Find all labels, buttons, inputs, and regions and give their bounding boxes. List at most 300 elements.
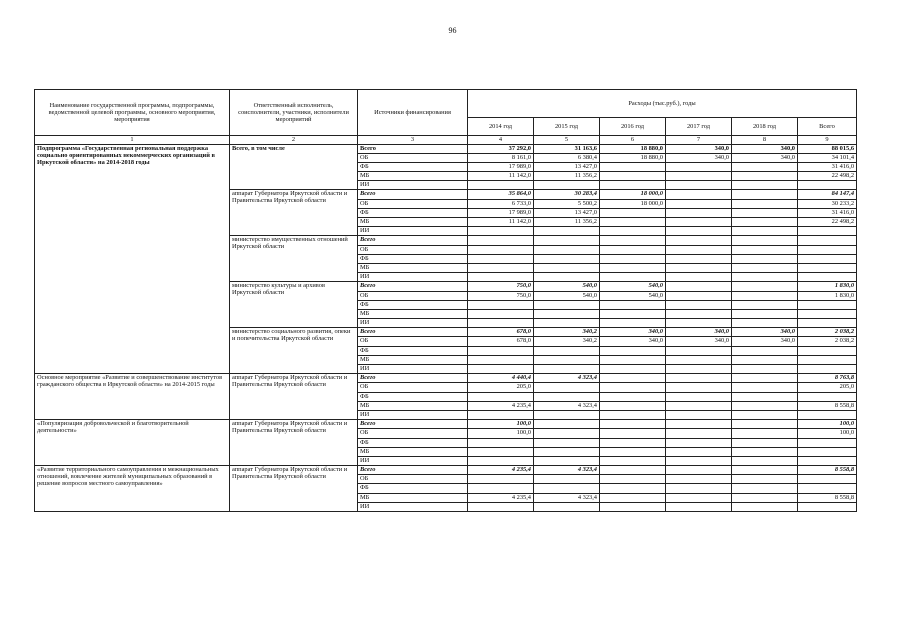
total-value-cell: 2 038,2 xyxy=(798,337,857,346)
year-value-cell xyxy=(732,273,798,282)
total-value-cell xyxy=(798,456,857,465)
year-value-cell xyxy=(468,502,534,511)
year-value-cell xyxy=(732,218,798,227)
total-value-cell: 31 416,0 xyxy=(798,208,857,217)
year-value-cell: 18 000,0 xyxy=(600,190,666,199)
year-value-cell xyxy=(600,383,666,392)
column-number: 6 xyxy=(600,136,666,145)
financing-source-cell: ОБ xyxy=(358,153,468,162)
year-value-cell xyxy=(600,429,666,438)
year-value-cell xyxy=(666,493,732,502)
year-value-cell xyxy=(534,392,600,401)
year-value-cell xyxy=(732,245,798,254)
year-value-cell: 11 142,0 xyxy=(468,172,534,181)
total-value-cell: 22 498,2 xyxy=(798,218,857,227)
year-value-cell xyxy=(666,236,732,245)
executor-cell: аппарат Губернатора Иркутской области и Правительства Иркутской области xyxy=(230,190,358,236)
total-value-cell: 100,0 xyxy=(798,420,857,429)
year-value-cell: 13 427,0 xyxy=(534,162,600,171)
year-value-cell xyxy=(468,181,534,190)
financing-source-cell: Всего xyxy=(358,236,468,245)
year-value-cell xyxy=(666,392,732,401)
year-value-cell: 340,0 xyxy=(666,153,732,162)
year-value-cell: 340,2 xyxy=(534,337,600,346)
year-value-cell xyxy=(732,493,798,502)
total-value-cell: 8 558,8 xyxy=(798,493,857,502)
year-value-cell xyxy=(600,493,666,502)
financing-source-cell: ФБ xyxy=(358,438,468,447)
total-value-cell xyxy=(798,438,857,447)
year-value-cell: 37 292,0 xyxy=(468,144,534,153)
header-expenses: Расходы (тыс.руб.), годы xyxy=(468,90,857,118)
year-value-cell: 5 500,2 xyxy=(534,199,600,208)
year-value-cell: 540,0 xyxy=(600,282,666,291)
financing-source-cell: МБ xyxy=(358,401,468,410)
year-value-cell xyxy=(666,429,732,438)
year-value-cell xyxy=(534,300,600,309)
year-value-cell xyxy=(600,245,666,254)
financing-source-cell: ОБ xyxy=(358,291,468,300)
year-value-cell: 540,0 xyxy=(534,282,600,291)
year-value-cell: 340,2 xyxy=(534,328,600,337)
year-value-cell: 35 864,0 xyxy=(468,190,534,199)
year-value-cell: 18 880,0 xyxy=(600,144,666,153)
page-number: 96 xyxy=(448,26,457,35)
year-value-cell: 4 440,4 xyxy=(468,374,534,383)
financing-source-cell: Всего xyxy=(358,420,468,429)
year-value-cell xyxy=(666,438,732,447)
year-value-cell xyxy=(468,456,534,465)
financing-source-cell: ОБ xyxy=(358,199,468,208)
year-value-cell: 18 880,0 xyxy=(600,153,666,162)
year-value-cell xyxy=(732,429,798,438)
header-financing-source: Источники финансирования xyxy=(358,90,468,136)
year-value-cell xyxy=(732,502,798,511)
table-body xyxy=(35,144,857,512)
total-value-cell xyxy=(798,475,857,484)
year-value-cell xyxy=(534,365,600,374)
year-value-cell xyxy=(600,466,666,475)
financing-source-cell: Всего xyxy=(358,374,468,383)
financing-source-cell: ФБ xyxy=(358,484,468,493)
year-value-cell xyxy=(600,374,666,383)
year-value-cell: 4 235,4 xyxy=(468,401,534,410)
year-value-cell xyxy=(600,410,666,419)
year-value-cell xyxy=(666,383,732,392)
executor-cell: министерство культуры и архивов Иркутской области xyxy=(230,282,358,328)
total-value-cell xyxy=(798,263,857,272)
year-value-cell: 8 161,0 xyxy=(468,153,534,162)
year-value-cell: 205,0 xyxy=(468,383,534,392)
year-value-cell: 340,0 xyxy=(666,144,732,153)
year-value-cell xyxy=(534,438,600,447)
year-value-cell xyxy=(468,365,534,374)
year-value-cell xyxy=(732,291,798,300)
year-value-cell xyxy=(600,254,666,263)
year-value-cell xyxy=(600,181,666,190)
program-name-cell: «Развитие территориального самоуправления и межнациональных отношений, вовлечение жителей муниципальных образований в решение вопросов местного самоуправления» xyxy=(35,466,230,512)
financing-source-cell: ОБ xyxy=(358,429,468,438)
year-value-cell xyxy=(600,263,666,272)
year-value-cell: 678,0 xyxy=(468,337,534,346)
year-value-cell: 11 142,0 xyxy=(468,218,534,227)
total-value-cell xyxy=(798,273,857,282)
year-value-cell xyxy=(666,410,732,419)
year-value-cell xyxy=(600,401,666,410)
year-value-cell: 11 356,2 xyxy=(534,218,600,227)
year-value-cell xyxy=(600,218,666,227)
year-value-cell: 4 323,4 xyxy=(534,466,600,475)
year-value-cell xyxy=(666,374,732,383)
year-value-cell: 100,0 xyxy=(468,420,534,429)
year-value-cell xyxy=(666,300,732,309)
year-value-cell xyxy=(468,254,534,263)
year-value-cell xyxy=(732,447,798,456)
year-value-cell xyxy=(600,208,666,217)
total-value-cell: 1 830,0 xyxy=(798,282,857,291)
header-year: 2016 год xyxy=(600,118,666,136)
year-value-cell xyxy=(732,208,798,217)
year-value-cell xyxy=(468,346,534,355)
header-executor: Ответственный исполнитель, соисполнители, участники, исполнители мероприятий xyxy=(230,90,358,136)
year-value-cell xyxy=(732,484,798,493)
executor-cell: министерство имущественных отношений Иркутской области xyxy=(230,236,358,282)
year-value-cell xyxy=(534,383,600,392)
header-program-name: Наименование государственной программы, подпрограммы, ведомственной целевой программы, основного мероприятия, мероприятия xyxy=(35,90,230,136)
year-value-cell xyxy=(600,502,666,511)
total-value-cell xyxy=(798,245,857,254)
year-value-cell xyxy=(666,199,732,208)
year-value-cell xyxy=(666,190,732,199)
year-value-cell xyxy=(468,263,534,272)
year-value-cell: 340,0 xyxy=(666,337,732,346)
year-value-cell xyxy=(534,410,600,419)
year-value-cell xyxy=(468,475,534,484)
column-number: 3 xyxy=(358,136,468,145)
financing-source-cell: Всего xyxy=(358,144,468,153)
year-value-cell xyxy=(468,484,534,493)
total-value-cell xyxy=(798,346,857,355)
year-value-cell xyxy=(600,236,666,245)
year-value-cell xyxy=(666,218,732,227)
year-value-cell xyxy=(534,456,600,465)
executor-cell: министерство социального развития, опеки и попечительства Иркутской области xyxy=(230,328,358,374)
year-value-cell: 6 380,4 xyxy=(534,153,600,162)
year-value-cell xyxy=(468,438,534,447)
year-value-cell xyxy=(534,319,600,328)
year-value-cell xyxy=(468,273,534,282)
total-value-cell xyxy=(798,319,857,328)
financing-source-cell: ИИ xyxy=(358,365,468,374)
year-value-cell xyxy=(666,484,732,493)
total-value-cell xyxy=(798,410,857,419)
year-value-cell: 340,0 xyxy=(732,153,798,162)
year-value-cell xyxy=(600,392,666,401)
total-value-cell: 30 233,2 xyxy=(798,199,857,208)
year-value-cell xyxy=(732,190,798,199)
year-value-cell: 30 283,4 xyxy=(534,190,600,199)
financing-source-cell: ОБ xyxy=(358,475,468,484)
year-value-cell xyxy=(666,263,732,272)
financing-source-cell: Всего xyxy=(358,190,468,199)
year-value-cell xyxy=(468,447,534,456)
table-row xyxy=(35,466,857,475)
financing-source-cell: МБ xyxy=(358,172,468,181)
year-value-cell xyxy=(534,227,600,236)
financing-source-cell: Всего xyxy=(358,466,468,475)
header-total: Всего xyxy=(798,118,857,136)
financing-source-cell: ИИ xyxy=(358,181,468,190)
financing-source-cell: ФБ xyxy=(358,208,468,217)
year-value-cell xyxy=(732,227,798,236)
executor-cell: Всего, в том числе xyxy=(230,144,358,190)
total-value-cell xyxy=(798,227,857,236)
total-value-cell xyxy=(798,365,857,374)
year-value-cell xyxy=(600,309,666,318)
year-value-cell xyxy=(666,282,732,291)
total-value-cell: 1 830,0 xyxy=(798,291,857,300)
total-value-cell: 31 416,0 xyxy=(798,162,857,171)
column-number: 8 xyxy=(732,136,798,145)
year-value-cell xyxy=(534,254,600,263)
table-row xyxy=(35,420,857,429)
year-value-cell xyxy=(600,475,666,484)
header-year: 2018 год xyxy=(732,118,798,136)
total-value-cell: 22 498,2 xyxy=(798,172,857,181)
year-value-cell xyxy=(666,420,732,429)
financing-source-cell: Всего xyxy=(358,282,468,291)
year-value-cell xyxy=(468,227,534,236)
year-value-cell xyxy=(666,291,732,300)
column-number: 2 xyxy=(230,136,358,145)
year-value-cell xyxy=(600,355,666,364)
year-value-cell: 340,0 xyxy=(732,328,798,337)
year-value-cell xyxy=(666,181,732,190)
financing-source-cell: ИИ xyxy=(358,319,468,328)
financing-source-cell: ИИ xyxy=(358,502,468,511)
year-value-cell xyxy=(534,475,600,484)
total-value-cell xyxy=(798,300,857,309)
year-value-cell: 540,0 xyxy=(600,291,666,300)
year-value-cell xyxy=(468,392,534,401)
year-value-cell xyxy=(666,456,732,465)
total-value-cell xyxy=(798,392,857,401)
executor-cell: аппарат Губернатора Иркутской области и Правительства Иркутской области xyxy=(230,466,358,512)
year-value-cell: 540,0 xyxy=(534,291,600,300)
year-value-cell xyxy=(732,374,798,383)
program-name-cell: Подпрограмма «Государственная региональная поддержка социально ориентированных некоммерческих организаций в Иркутской области» на 2014-2018 годы xyxy=(35,144,230,374)
year-value-cell xyxy=(600,172,666,181)
year-value-cell xyxy=(534,236,600,245)
year-value-cell xyxy=(732,365,798,374)
year-value-cell: 18 000,0 xyxy=(600,199,666,208)
year-value-cell: 31 163,6 xyxy=(534,144,600,153)
year-value-cell: 340,0 xyxy=(600,328,666,337)
financing-source-cell: МБ xyxy=(358,447,468,456)
year-value-cell xyxy=(732,236,798,245)
year-value-cell xyxy=(666,447,732,456)
financing-source-cell: МБ xyxy=(358,355,468,364)
year-value-cell xyxy=(732,420,798,429)
year-value-cell xyxy=(534,502,600,511)
year-value-cell xyxy=(468,319,534,328)
year-value-cell xyxy=(732,172,798,181)
year-value-cell xyxy=(534,245,600,254)
year-value-cell xyxy=(666,502,732,511)
year-value-cell: 17 989,0 xyxy=(468,162,534,171)
year-value-cell xyxy=(666,355,732,364)
year-value-cell xyxy=(732,254,798,263)
table-row xyxy=(35,144,857,153)
year-value-cell xyxy=(468,309,534,318)
year-value-cell xyxy=(468,236,534,245)
year-value-cell xyxy=(732,456,798,465)
year-value-cell xyxy=(600,346,666,355)
total-value-cell xyxy=(798,484,857,493)
header-year: 2014 год xyxy=(468,118,534,136)
year-value-cell: 4 323,4 xyxy=(534,374,600,383)
total-value-cell: 84 147,4 xyxy=(798,190,857,199)
financing-source-cell: ОБ xyxy=(358,245,468,254)
year-value-cell xyxy=(600,365,666,374)
year-value-cell xyxy=(534,263,600,272)
year-value-cell xyxy=(666,319,732,328)
year-value-cell xyxy=(600,162,666,171)
year-value-cell xyxy=(468,300,534,309)
total-value-cell xyxy=(798,254,857,263)
year-value-cell xyxy=(468,245,534,254)
year-value-cell xyxy=(732,383,798,392)
year-value-cell: 4 323,4 xyxy=(534,493,600,502)
financing-source-cell: МБ xyxy=(358,263,468,272)
financing-source-cell: ФБ xyxy=(358,300,468,309)
program-name-cell: Основное мероприятие «Развитие и совершенствование институтов гражданского общества в Иркутской области» на 2014-2015 годы xyxy=(35,374,230,420)
financing-source-cell: ИИ xyxy=(358,456,468,465)
year-value-cell xyxy=(732,401,798,410)
year-value-cell xyxy=(732,319,798,328)
year-value-cell: 17 989,0 xyxy=(468,208,534,217)
program-name-cell: «Популяризация добровольческой и благотворительной деятельности» xyxy=(35,420,230,466)
year-value-cell xyxy=(732,475,798,484)
total-value-cell: 34 101,4 xyxy=(798,153,857,162)
year-value-cell: 4 235,4 xyxy=(468,493,534,502)
financing-source-cell: ОБ xyxy=(358,383,468,392)
year-value-cell: 13 427,0 xyxy=(534,208,600,217)
year-value-cell xyxy=(666,208,732,217)
financing-source-cell: ФБ xyxy=(358,162,468,171)
total-value-cell: 8 558,8 xyxy=(798,401,857,410)
year-value-cell xyxy=(732,199,798,208)
year-value-cell xyxy=(600,300,666,309)
total-value-cell xyxy=(798,447,857,456)
year-value-cell: 750,0 xyxy=(468,291,534,300)
year-value-cell xyxy=(732,309,798,318)
year-value-cell xyxy=(666,254,732,263)
executor-cell: аппарат Губернатора Иркутской области и Правительства Иркутской области xyxy=(230,374,358,420)
year-value-cell xyxy=(732,392,798,401)
year-value-cell xyxy=(666,365,732,374)
year-value-cell: 340,0 xyxy=(600,337,666,346)
year-value-cell: 6 733,0 xyxy=(468,199,534,208)
financing-source-cell: МБ xyxy=(358,218,468,227)
year-value-cell xyxy=(732,410,798,419)
year-value-cell: 340,0 xyxy=(666,328,732,337)
year-value-cell: 11 356,2 xyxy=(534,172,600,181)
year-value-cell xyxy=(732,355,798,364)
year-value-cell xyxy=(600,273,666,282)
year-value-cell xyxy=(468,355,534,364)
year-value-cell xyxy=(600,484,666,493)
header-year: 2017 год xyxy=(666,118,732,136)
year-value-cell xyxy=(666,346,732,355)
year-value-cell xyxy=(534,309,600,318)
total-value-cell: 205,0 xyxy=(798,383,857,392)
total-value-cell: 2 038,2 xyxy=(798,328,857,337)
year-value-cell: 4 323,4 xyxy=(534,401,600,410)
executor-cell: аппарат Губернатора Иркутской области и Правительства Иркутской области xyxy=(230,420,358,466)
year-value-cell xyxy=(666,309,732,318)
financing-source-cell: ИИ xyxy=(358,410,468,419)
financing-source-cell: ФБ xyxy=(358,254,468,263)
year-value-cell xyxy=(468,410,534,419)
year-value-cell xyxy=(732,181,798,190)
total-value-cell: 8 763,8 xyxy=(798,374,857,383)
financing-source-cell: ИИ xyxy=(358,227,468,236)
year-value-cell xyxy=(534,181,600,190)
year-value-cell xyxy=(666,162,732,171)
total-value-cell xyxy=(798,309,857,318)
year-value-cell xyxy=(600,227,666,236)
year-value-cell xyxy=(600,447,666,456)
column-number: 1 xyxy=(35,136,230,145)
year-value-cell xyxy=(534,346,600,355)
year-value-cell xyxy=(600,319,666,328)
year-value-cell xyxy=(666,172,732,181)
year-value-cell xyxy=(732,263,798,272)
year-value-cell: 750,0 xyxy=(468,282,534,291)
header-year: 2015 год xyxy=(534,118,600,136)
financing-source-cell: ФБ xyxy=(358,346,468,355)
financing-table xyxy=(34,89,857,512)
year-value-cell: 100,0 xyxy=(468,429,534,438)
year-value-cell xyxy=(534,484,600,493)
year-value-cell xyxy=(732,438,798,447)
year-value-cell xyxy=(534,273,600,282)
financing-source-cell: МБ xyxy=(358,493,468,502)
column-number: 4 xyxy=(468,136,534,145)
total-value-cell xyxy=(798,181,857,190)
year-value-cell: 340,0 xyxy=(732,337,798,346)
financing-source-cell: ОБ xyxy=(358,337,468,346)
total-value-cell xyxy=(798,502,857,511)
year-value-cell xyxy=(534,420,600,429)
year-value-cell xyxy=(732,466,798,475)
year-value-cell: 340,0 xyxy=(732,144,798,153)
year-value-cell xyxy=(666,466,732,475)
table-row xyxy=(35,374,857,383)
financing-source-cell: ФБ xyxy=(358,392,468,401)
total-value-cell xyxy=(798,355,857,364)
total-value-cell xyxy=(798,236,857,245)
year-value-cell xyxy=(732,282,798,291)
year-value-cell xyxy=(666,401,732,410)
year-value-cell xyxy=(534,355,600,364)
year-value-cell xyxy=(666,227,732,236)
column-number: 9 xyxy=(798,136,857,145)
financing-source-cell: Всего xyxy=(358,328,468,337)
financing-source-cell: МБ xyxy=(358,309,468,318)
column-number: 5 xyxy=(534,136,600,145)
